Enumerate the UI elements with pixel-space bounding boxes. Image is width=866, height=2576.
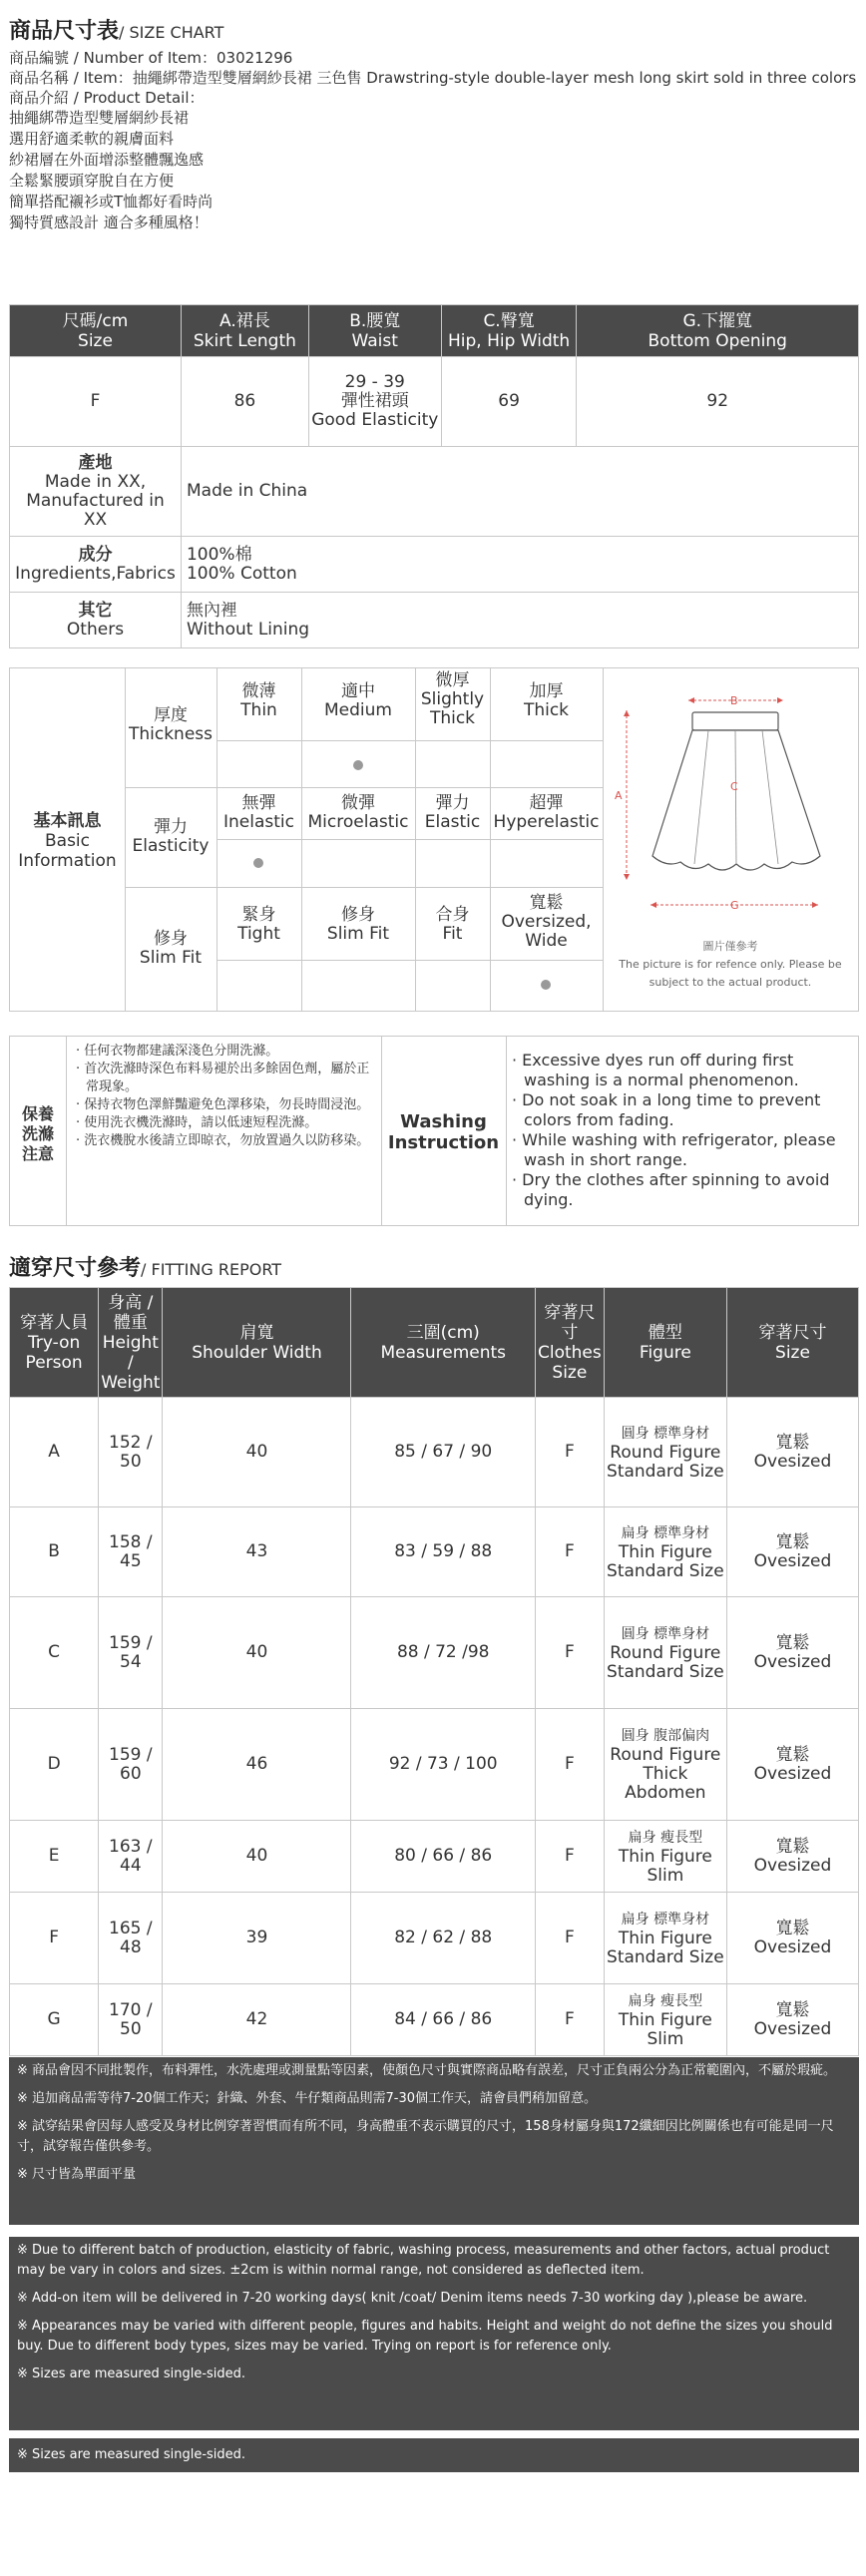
- note-line: ※ Add-on item will be delivered in 7-20 working days( knit /coat/ Denim items needs 7-30 working day ),please be aware.: [17, 2291, 808, 2306]
- fit-option-fit: 合身 Fit: [435, 905, 470, 944]
- figure-cell: 扁身 標準身材 Thin Figure Standard Size: [604, 1507, 726, 1597]
- others-label: 其它 Others: [10, 593, 182, 648]
- fitting-row: [10, 1597, 859, 1709]
- fit-option-oversized: 寬鬆 Oversized, Wide: [501, 893, 592, 951]
- fitting-row: [10, 1821, 859, 1893]
- height-weight-cell: 159 / 60: [99, 1709, 163, 1821]
- shoulder-cell: 40: [163, 1398, 351, 1507]
- shoulder-cell: 43: [163, 1507, 351, 1597]
- clothes-size-cell: F: [535, 1709, 604, 1821]
- ingredients-label: 成分 Ingredients,Fabrics: [10, 537, 182, 593]
- product-detail-line: 獨特質感設計 適合多種風格！: [9, 214, 209, 231]
- person-cell: C: [10, 1597, 99, 1709]
- fit-size-cell: 寬鬆 Ovesized: [726, 1597, 858, 1709]
- product-name: 商品名稱 / Item：抽繩綁帶造型雙層網紗長裙 三色售 Drawstring-style double-layer mesh long skirt sold in three colors: [9, 69, 857, 87]
- care-label-zh: 保養洗滌注意: [21, 1104, 54, 1163]
- size-row: [10, 357, 859, 447]
- care-en-item: · While washing with refrigerator, please wash in short range.: [512, 1130, 836, 1169]
- measurements-cell: 80 / 66 / 86: [351, 1821, 536, 1893]
- shoulder-header: 肩寬 Shoulder Width: [163, 1288, 351, 1398]
- size-table: [9, 304, 859, 648]
- ingredients-value: 100%棉 100% Cotton: [181, 537, 858, 593]
- product-detail-line: 選用舒適柔軟的親膚面料: [9, 130, 175, 148]
- origin-label: 產地 Made in XX, Manufactured in XX: [10, 447, 182, 537]
- fit-selected-dot: [541, 980, 551, 990]
- figure-cell: 扁身 標準身材 Thin Figure Standard Size: [604, 1893, 726, 1984]
- height-weight-cell: 158 / 45: [99, 1507, 163, 1597]
- clothes-size-cell: F: [535, 1597, 604, 1709]
- fitting-table: [9, 1287, 859, 2056]
- measurements-cell: 92 / 73 / 100: [351, 1709, 536, 1821]
- person-cell: F: [10, 1893, 99, 1984]
- clothes-size-cell: F: [535, 1398, 604, 1507]
- note-line: ※ 尺寸皆為單面平量: [17, 2167, 137, 2182]
- shoulder-cell: 39: [163, 1893, 351, 1984]
- product-detail-line: 簡單搭配襯衫或T恤都好看時尚: [9, 193, 214, 211]
- care-en-item: · Dry the clothes after spinning to avoid dying.: [512, 1170, 830, 1209]
- measurements-header: 三圍(cm) Measurements: [351, 1288, 536, 1398]
- elasticity-selected-dot: [253, 858, 263, 868]
- note-line: ※ Due to different batch of production, elasticity of fabric, washing process, measurements and other factors, actual product may be vary in colors and sizes. ±2cm is within normal range, not considered as deflected item.: [17, 2243, 830, 2278]
- washing-instructions: [9, 1036, 859, 1226]
- note-line: ※ 商品會因不同批製作，布料彈性，水洗處理或測量點等因素，使顏色尺寸與實際商品略有誤差，尺寸正負兩公分為正常範圍內，不屬於瑕疵。: [17, 2063, 837, 2078]
- care-label-en: Washing Instruction: [387, 1111, 500, 1153]
- size-chart-title: [9, 14, 223, 45]
- care-zh-list: [76, 1043, 380, 1150]
- figure-header: 體型 Figure: [604, 1288, 726, 1398]
- note-line: ※ 追加商品需等待7-20個工作天；針織、外套、牛仔類商品則需7-30個工作天，請會員們稍加留意。: [17, 2091, 598, 2106]
- person-cell: A: [10, 1398, 99, 1507]
- elasticity-option-microelastic: 微彈 Microelastic: [307, 793, 409, 832]
- diagram-label-c: C: [730, 780, 738, 793]
- figure-cell: 圓身 標準身材 Round Figure Standard Size: [604, 1597, 726, 1709]
- fitting-table-header: [10, 1288, 859, 1398]
- elasticity-option-hyperelastic: 超彈 Hyperelastic: [493, 793, 600, 832]
- fit-size-cell: 寬鬆 Ovesized: [726, 1821, 858, 1893]
- elasticity-label: 彈力 Elasticity: [132, 817, 210, 856]
- product-detail-line: 紗裙層在外面增添整體飄逸感: [9, 151, 205, 169]
- fitting-row: [10, 1984, 859, 2056]
- clothes-size-header: 穿著尺寸 Clothes Size: [535, 1288, 604, 1398]
- care-zh-item: · 洗衣機脫水後請立即晾衣，勿放置過久以防移染。: [76, 1133, 370, 1148]
- product-detail-heading: 商品介紹 / Product Detail：: [9, 89, 205, 107]
- person-header: 穿著人員 Try-on Person: [10, 1288, 99, 1398]
- others-value: 無內裡 Without Lining: [181, 593, 858, 648]
- care-en-item: · Do not soak in a long time to prevent colors from fading.: [512, 1090, 821, 1129]
- person-cell: D: [10, 1709, 99, 1821]
- diagram-label-b: B: [730, 694, 738, 707]
- origin-row: [10, 447, 859, 537]
- origin-value: Made in China: [181, 447, 858, 537]
- notes-zh: [9, 2057, 859, 2225]
- clothes-size-cell: F: [535, 1893, 604, 1984]
- care-zh-item: · 首次洗滌時深色布料易褪於出多餘固色劑，屬於正常現象。: [76, 1062, 370, 1094]
- height-weight-cell: 163 / 44: [99, 1821, 163, 1893]
- diagram-label-a: A: [615, 789, 623, 802]
- product-intro: [9, 48, 859, 233]
- fit-size-header: 穿著尺寸 Size: [726, 1288, 858, 1398]
- height-weight-cell: 165 / 48: [99, 1893, 163, 1984]
- diagram-caption: 圖片僅參考 The picture is for refence only. Please be subject to the actual product.: [619, 940, 842, 989]
- note-line: ※ 試穿結果會因每人感受及身材比例穿著習慣而有所不同，身高體重不表示購買的尺寸，158身材屬身與172纖細因比例關係也有可能是同一尺寸，試穿報告僅供參考。: [17, 2119, 834, 2154]
- title-en: / SIZE CHART: [119, 23, 224, 42]
- figure-cell: 扁身 瘦長型 Thin Figure Slim: [604, 1984, 726, 2056]
- measurements-cell: 82 / 62 / 88: [351, 1893, 536, 1984]
- waist-header: B.腰寬 Waist: [308, 305, 441, 357]
- basic-info: [9, 667, 859, 1012]
- care-en-list: [512, 1051, 851, 1210]
- notes-final: [9, 2438, 859, 2472]
- thickness-option-thick: 加厚 Thick: [523, 681, 570, 720]
- care-zh-item: · 任何衣物都建議深淺色分開洗滌。: [76, 1044, 279, 1059]
- thickness-selected-dot: [353, 760, 363, 770]
- fitting-row: [10, 1709, 859, 1821]
- length-header: A.裙長 Skirt Length: [181, 305, 308, 357]
- care-zh-item: · 保持衣物色澤鮮豔避免色澤移染，勿長時間浸泡。: [76, 1097, 370, 1112]
- measurements-cell: 83 / 59 / 88: [351, 1507, 536, 1597]
- product-number: 商品編號 / Number of Item：03021296: [9, 49, 293, 67]
- fit-option-slim: 修身 Slim Fit: [326, 905, 390, 944]
- fit-size-cell: 寬鬆 Ovesized: [726, 1398, 858, 1507]
- fitting-row: [10, 1507, 859, 1597]
- figure-cell: 圓身 標準身材 Round Figure Standard Size: [604, 1398, 726, 1507]
- diagram-label-g: G: [730, 899, 739, 912]
- bottom-header: G.下擺寬 Bottom Opening: [577, 305, 859, 357]
- fit-option-tight: 緊身 Tight: [237, 905, 280, 944]
- shoulder-cell: 40: [163, 1821, 351, 1893]
- basic-info-title-zh: 基本訊息: [33, 811, 102, 831]
- notes-en: [9, 2237, 859, 2430]
- fit-size-cell: 寬鬆 Ovesized: [726, 1984, 858, 2056]
- length-value: 86: [181, 357, 308, 447]
- care-en-item: · Excessive dyes run off during first washing is a normal phenomenon.: [512, 1051, 799, 1089]
- height-weight-cell: 159 / 54: [99, 1597, 163, 1709]
- size-header: 尺碼/cm Size: [10, 305, 182, 357]
- person-cell: B: [10, 1507, 99, 1597]
- clothes-size-cell: F: [535, 1984, 604, 2056]
- figure-cell: 圓身 腹部偏肉 Round Figure Thick Abdomen: [604, 1709, 726, 1821]
- figure-cell: 扁身 瘦長型 Thin Figure Slim: [604, 1821, 726, 1893]
- clothes-size-cell: F: [535, 1507, 604, 1597]
- hip-value: 69: [441, 357, 577, 447]
- person-cell: E: [10, 1821, 99, 1893]
- fitting-row: [10, 1398, 859, 1507]
- fit-size-cell: 寬鬆 Ovesized: [726, 1709, 858, 1821]
- note-line: ※ Sizes are measured single-sided.: [17, 2447, 246, 2462]
- fit-size-cell: 寬鬆 Ovesized: [726, 1507, 858, 1597]
- height-weight-header: 身高 / 體重 Height / Weight: [99, 1288, 163, 1398]
- shoulder-cell: 40: [163, 1597, 351, 1709]
- shoulder-cell: 46: [163, 1709, 351, 1821]
- size-value: F: [10, 357, 182, 447]
- fitting-title-en: / FITTING REPORT: [141, 1260, 282, 1279]
- fitting-row: [10, 1893, 859, 1984]
- bottom-value: 92: [577, 357, 859, 447]
- elasticity-option-elastic: 彈力 Elastic: [424, 793, 481, 832]
- care-zh-item: · 使用洗衣機洗滌時，請以低速短程洗滌。: [76, 1115, 318, 1130]
- fitting-report-title: [9, 1251, 281, 1282]
- waist-value: 29 - 39 彈性裙頭 Good Elasticity: [308, 357, 441, 447]
- elasticity-option-inelastic: 無彈 Inelastic: [223, 793, 294, 832]
- ingredients-row: [10, 537, 859, 593]
- height-weight-cell: 170 / 50: [99, 1984, 163, 2056]
- note-line: ※ Sizes are measured single-sided.: [17, 2366, 246, 2381]
- thickness-label: 厚度 Thickness: [128, 705, 214, 744]
- measurements-cell: 88 / 72 /98: [351, 1597, 536, 1709]
- product-detail-line: 抽繩綁帶造型雙層網紗長裙: [9, 109, 190, 127]
- fit-size-cell: 寬鬆 Ovesized: [726, 1893, 858, 1984]
- height-weight-cell: 152 / 50: [99, 1398, 163, 1507]
- hip-header: C.臀寬 Hip, Hip Width: [441, 305, 577, 357]
- fitting-title-zh: 適穿尺寸參考: [9, 1256, 142, 1281]
- basic-info-title-en2: Information: [18, 851, 117, 871]
- note-line: ※ Appearances may be varied with different people, figures and habits. Height and weight do not define the sizes you should buy. Due to different body types, sizes may be varied. Trying on report is for reference only.: [17, 2319, 833, 2354]
- title-zh: 商品尺寸表: [9, 19, 120, 44]
- basic-info-title-en1: Basic: [44, 831, 90, 851]
- thickness-option-thin: 微薄 Thin: [240, 681, 277, 720]
- size-table-header: [10, 305, 859, 357]
- shoulder-cell: 42: [163, 1984, 351, 2056]
- product-detail-line: 全鬆緊腰頭穿脫自在方便: [9, 172, 175, 190]
- measurements-cell: 85 / 67 / 90: [351, 1398, 536, 1507]
- fit-label: 修身 Slim Fit: [139, 929, 203, 968]
- skirt-diagram: [609, 688, 853, 938]
- clothes-size-cell: F: [535, 1821, 604, 1893]
- thickness-option-slightly-thick: 微厚 Slightly Thick: [420, 670, 485, 728]
- others-row: [10, 593, 859, 648]
- measurements-cell: 84 / 66 / 86: [351, 1984, 536, 2056]
- thickness-option-medium: 適中 Medium: [324, 681, 392, 720]
- person-cell: G: [10, 1984, 99, 2056]
